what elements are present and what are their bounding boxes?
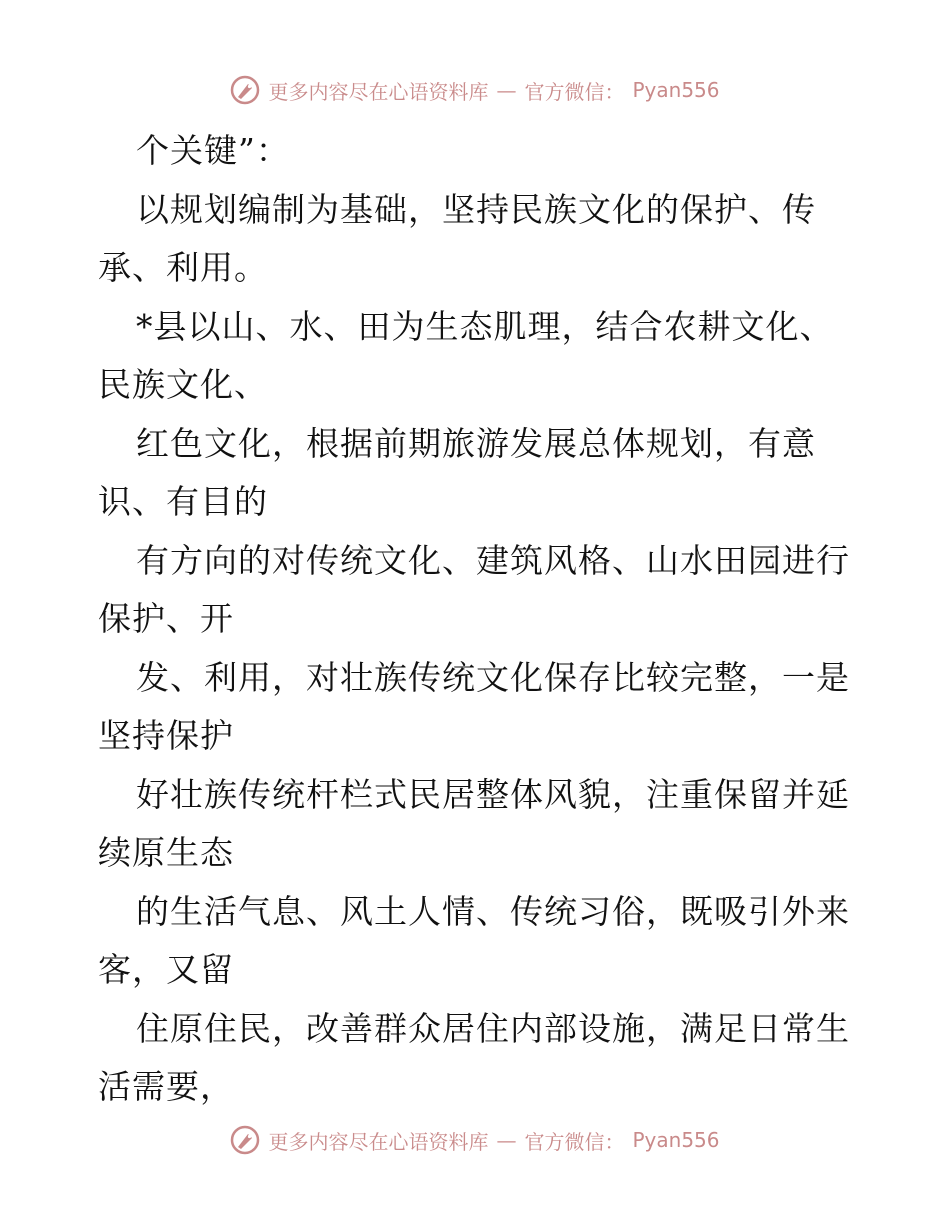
body-line: 民族文化、 — [98, 365, 268, 404]
watermark-contact-id: Pyan556 — [632, 1128, 720, 1152]
pen-nib-icon — [230, 75, 260, 105]
watermark-contact-id: Pyan556 — [632, 78, 720, 102]
footer-watermark — [0, 1120, 950, 1160]
watermark-separator: — — [496, 1128, 517, 1152]
body-line: 承、利用。 — [98, 248, 268, 287]
body-line: *县以山、水、田为生态肌理，结合农耕文化、 — [136, 306, 834, 346]
watermark-contact-label: 官方微信： — [524, 79, 625, 104]
pen-nib-icon — [230, 1125, 260, 1155]
body-line: 活需要， — [98, 1067, 234, 1106]
body-line: 有方向的对传统文化、建筑风格、山水田园进行 — [136, 540, 850, 580]
body-line: 续原生态 — [98, 833, 234, 872]
watermark-main-text: 更多内容尽在心语资料库 — [268, 79, 489, 104]
body-line: 住原住民，改善群众居住内部设施，满足日常生 — [136, 1008, 850, 1048]
header-watermark — [0, 70, 950, 110]
document-body — [98, 122, 858, 1117]
body-line: 客，又留 — [98, 950, 234, 989]
body-line: 的生活气息、风土人情、传统习俗，既吸引外来 — [136, 891, 850, 931]
watermark-contact-label: 官方微信： — [524, 1129, 625, 1154]
body-line: 保护、开 — [98, 599, 234, 638]
watermark-main-text: 更多内容尽在心语资料库 — [268, 1129, 489, 1154]
body-line: 识、有目的 — [98, 482, 268, 521]
watermark-separator: — — [496, 78, 517, 102]
body-line: 个关键”： — [136, 131, 290, 170]
body-line: 坚持保护 — [98, 716, 234, 755]
body-line: 发、利用，对壮族传统文化保存比较完整，一是 — [136, 657, 850, 697]
body-line: 好壮族传统杆栏式民居整体风貌，注重保留并延 — [136, 774, 850, 814]
body-line: 红色文化，根据前期旅游发展总体规划，有意 — [136, 423, 816, 463]
body-line: 以规划编制为基础，坚持民族文化的保护、传 — [136, 189, 816, 229]
